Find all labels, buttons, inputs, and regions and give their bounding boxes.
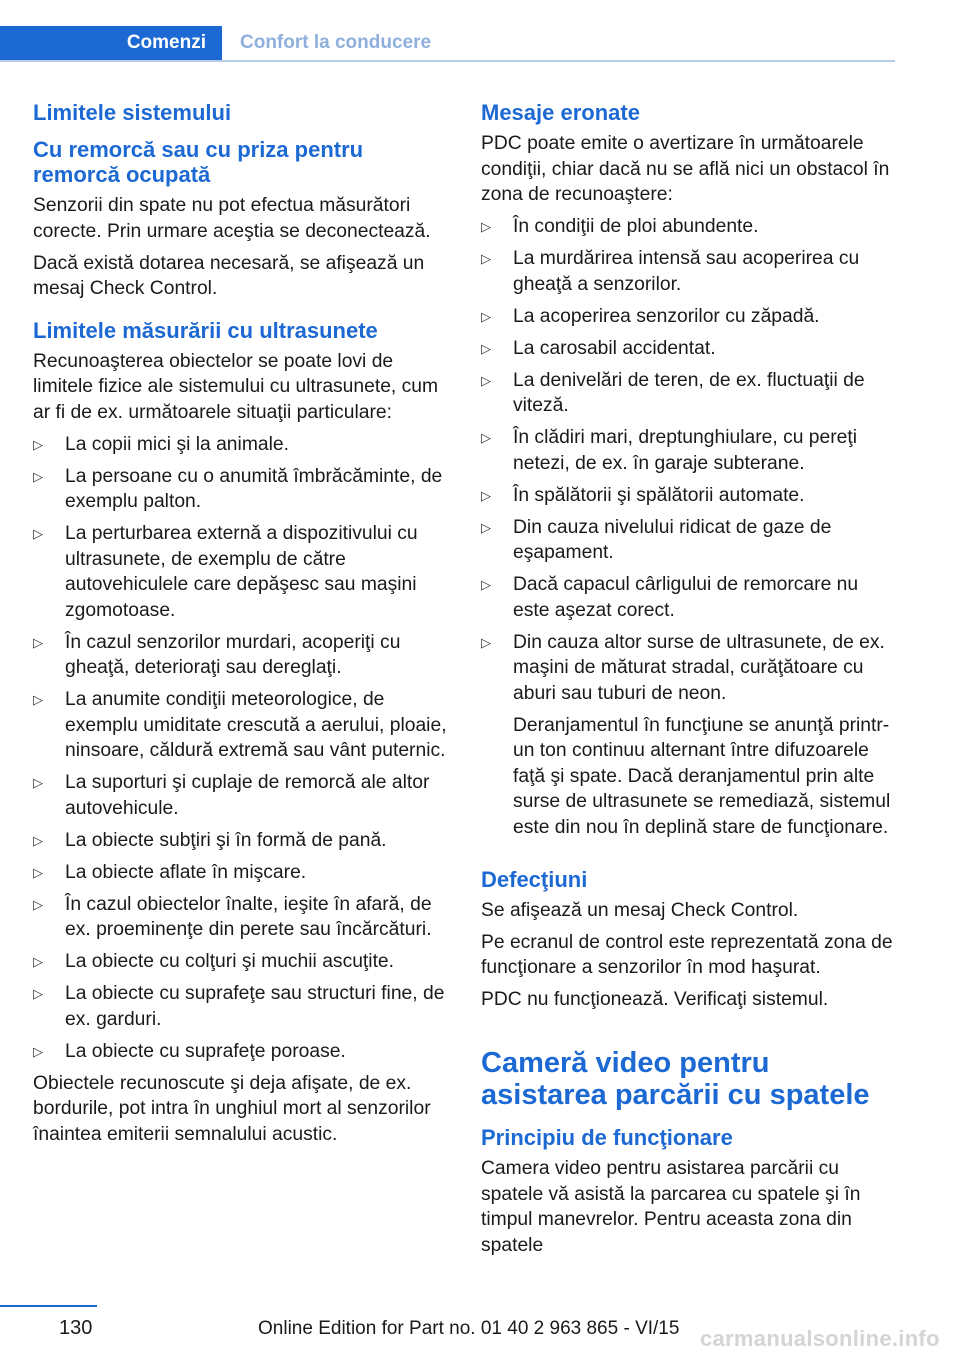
paragraph-errors-intro: PDC poate emite o avertizare în următoarele condiţii, chiar dacă nu se află nici un obstacol în zona de recunoaştere: (481, 133, 890, 205)
list-item: ▷ La obiecte subţiri şi în formă de pană. (33, 828, 451, 854)
list-item: ▷ La murdărirea intensă sau acoperirea cu gheaţă a senzorilor. (481, 248, 860, 295)
paragraph-ultrasonic-intro: Recunoaşterea obiectelor se poate lovi de limitele fizice ale sistemului cu ultrasunete, cum ar fi de ex. următoarele situaţii particulare: (33, 350, 439, 423)
list-item: ▷ În cazul senzorilor murdari, acoperiţi cu gheaţă, deterioraţi sau dereglaţi. (33, 631, 401, 678)
triangle-bullet-icon: ▷ (33, 1043, 43, 1059)
list-item: ▷ La carosabil accidentat. (481, 336, 895, 362)
list-item: ▷ La suporturi şi cuplaje de remorcă ale altor autovehicule. (33, 772, 430, 819)
triangle-bullet-icon: ▷ (481, 487, 491, 503)
list-item: ▷ La copii mici şi la animale. (33, 432, 451, 458)
paragraph-item-note: Deranjamentul în funcţiune se anunţă printr-un ton continuu alternant între difuzoarele faţă şi spate. Dacă deranjamentul prin alte surse de ultrasunete se remediază, sistemul este din nou în deplină stare de funcţionare. (513, 714, 891, 838)
page-number-rule (0, 1305, 97, 1307)
list-item: ▷ La obiecte cu suprafeţe sau structuri fine, de ex. garduri. (33, 983, 445, 1030)
triangle-bullet-icon: ▷ (33, 775, 43, 790)
list-item: ▷ La persoane cu o anumită îmbrăcăminte, de exemplu palton. (33, 465, 443, 512)
triangle-bullet-icon: ▷ (33, 954, 43, 969)
triangle-bullet-icon: ▷ (481, 372, 491, 388)
heading-principle: Principiu de funcţionare (481, 1125, 733, 1150)
triangle-bullet-icon: ▷ (481, 251, 491, 266)
triangle-bullet-icon: ▷ (481, 519, 491, 535)
triangle-bullet-icon: ▷ (481, 308, 491, 324)
paragraph-faults-2: Pe ecranul de control este reprezentată zona de funcţionare a senzorilor în mod haşurat. (481, 931, 893, 978)
paragraph-faults-1: Se afişează un mesaj Check Control. (481, 899, 799, 921)
triangle-bullet-icon: ▷ (33, 436, 43, 452)
list-item: ▷ La obiecte cu colţuri şi muchii ascuţite. (33, 949, 451, 975)
paragraph-closing: Obiectele recunoscute şi deja afişate, de ex. bordurile, pot intra în unghiul mort al senzorilor înaintea emiterii semnalului acustic. (33, 1072, 431, 1145)
paragraph-trailer-2: Dacă există dotarea necesară, se afişează un mesaj Check Control. (33, 252, 425, 299)
list-item: ▷ În spălătorii şi spălătorii automate. (481, 483, 895, 509)
triangle-bullet-icon: ▷ (33, 468, 43, 484)
list-item: ▷ La obiecte aflate în mişcare. (33, 860, 451, 886)
heading-rear-camera: Cameră video pentru asistarea parcării cu spatele (481, 1047, 870, 1111)
triangle-bullet-icon: ▷ (33, 896, 43, 912)
list-item: ▷ În clădiri mari, dreptunghiulare, cu pereţi netezi, de ex. în garaje subterane. (481, 427, 858, 474)
page-header (0, 26, 895, 62)
paragraph-trailer-1: Senzorii din spate nu pot efectua măsurători corecte. Prin urmare aceştia se deconectează. (33, 195, 431, 242)
triangle-bullet-icon: ▷ (481, 577, 491, 592)
list-item: ▷ La acoperirea senzorilor cu zăpadă. (481, 304, 895, 330)
tab-comenzi[interactable]: Comenzi (0, 26, 222, 60)
triangle-bullet-icon: ▷ (481, 634, 491, 650)
triangle-bullet-icon: ▷ (33, 692, 43, 707)
watermark: carmanualsonline.info (700, 1326, 940, 1351)
left-column (33, 100, 451, 1154)
right-column (481, 100, 895, 1265)
triangle-bullet-icon: ▷ (33, 864, 43, 880)
paragraph-principle: Camera video pentru asistarea parcării cu spatele vă asistă la parcarea cu spatele şi în timpul manevrelor. Pentru aceasta zona din spatele (481, 1158, 861, 1256)
triangle-bullet-icon: ▷ (33, 526, 43, 541)
heading-ultrasonic-limits: Limitele măsurării cu ultrasunete (33, 317, 378, 343)
page-number: 130 (59, 1317, 93, 1339)
list-item: ▷ La perturbarea externă a dispozitivului cu ultrasunete, de exemplu de către autovehiculele care depăşesc sau maşini zgomotoase. (33, 523, 418, 621)
header-divider (0, 60, 895, 62)
triangle-bullet-icon: ▷ (481, 430, 491, 445)
tab-confort-la-conducere[interactable]: Confort la conducere (240, 32, 432, 53)
heading-error-messages: Mesaje eronate (481, 100, 640, 125)
list-item: ▷ La obiecte cu suprafeţe poroase. (33, 1039, 451, 1065)
triangle-bullet-icon: ▷ (481, 340, 491, 356)
ultrasonic-limits-list (33, 432, 451, 1065)
heading-system-limits: Limitele sistemului (33, 100, 232, 125)
heading-trailer: Cu remorcă sau cu priza pentru remorcă ocupată (33, 137, 364, 187)
triangle-bullet-icon: ▷ (33, 832, 43, 848)
heading-faults: Defecţiuni (481, 866, 588, 892)
list-item: ▷ În cazul obiectelor înalte, ieşite în afară, de ex. proeminenţe din perete sau încărcături. (33, 893, 432, 940)
triangle-bullet-icon: ▷ (481, 219, 491, 234)
error-conditions-list (481, 214, 895, 840)
list-item: ▷ La anumite condiţii meteorologice, de exemplu umiditate crescută a aerului, ploaie, ninsoare, căldură extremă sau vânt puternic. (33, 689, 447, 761)
list-item: ▷ Din cauza altor surse de ultrasunete, de ex. maşini de măturat stradal, curăţătoare cu aburi sau tuburi de neon. Deranjamentul în funcţiune se anunţă printr-un ton continuu alternant între difuzoarele faţă şi spate. Dacă deranjamentul prin alte surse de ultrasunete se remediază, sistemul este din nou în deplină stare de funcţionare. (481, 630, 895, 841)
triangle-bullet-icon: ▷ (33, 634, 43, 650)
list-item: ▷ Dacă capacul cârligului de remorcare nu este aşezat corect. (481, 574, 859, 621)
triangle-bullet-icon: ▷ (33, 986, 43, 1001)
footer-edition: Online Edition for Part no. 01 40 2 963 865 - VI/15 (258, 1318, 680, 1339)
list-item: ▷ Din cauza nivelului ridicat de gaze de eşapament. (481, 516, 832, 563)
list-item: ▷ La denivelări de teren, de ex. fluctuaţii de viteză. (481, 369, 865, 416)
paragraph-faults-3: PDC nu funcţionează. Verificaţi sistemul. (481, 989, 829, 1010)
list-item: ▷ În condiţii de ploi abundente. (481, 214, 895, 240)
